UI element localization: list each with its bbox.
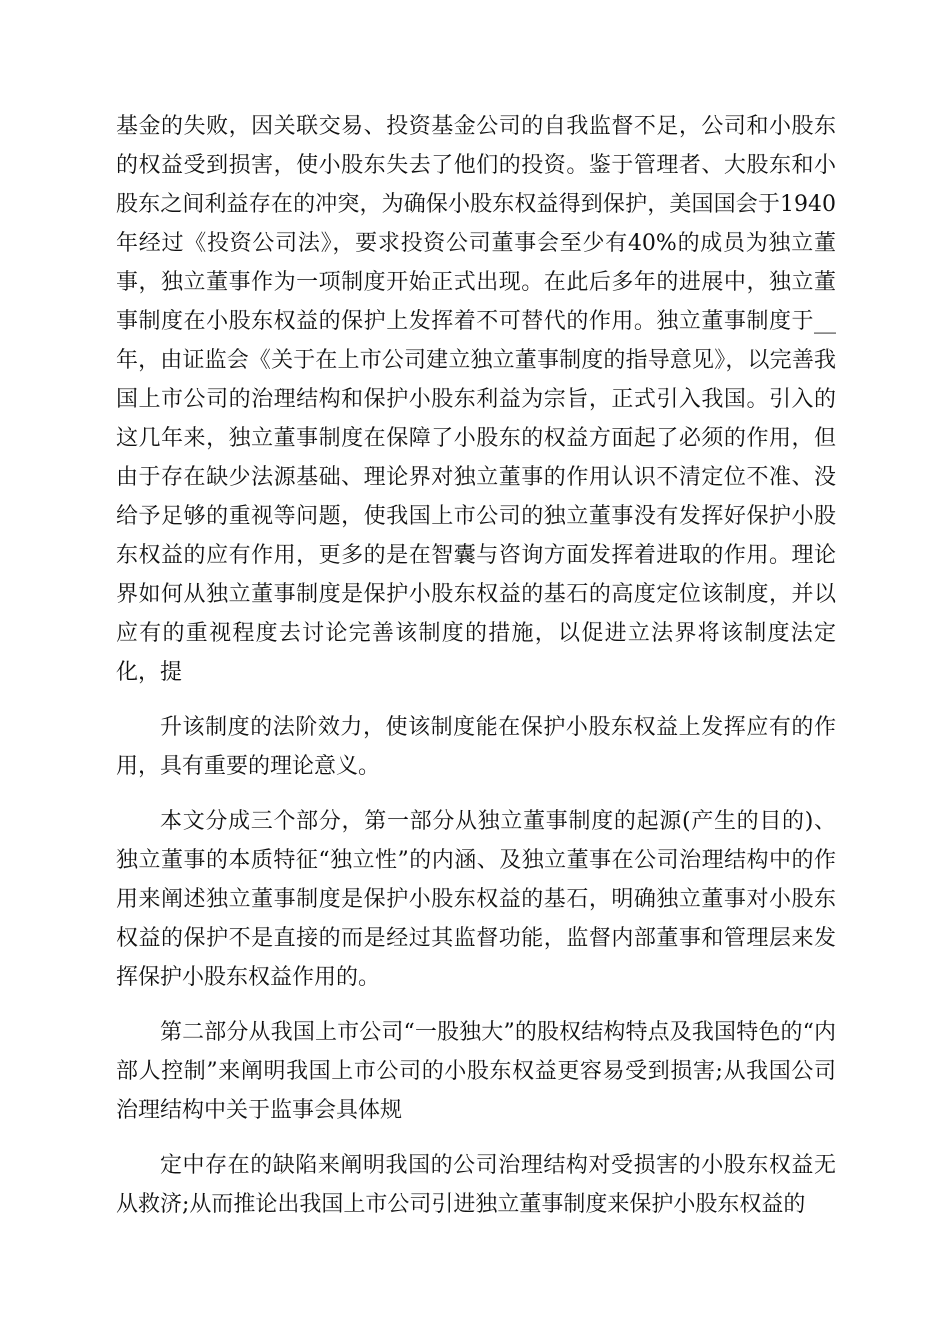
paragraph-5: 定中存在的缺陷来阐明我国的公司治理结构对受损害的小股东权益无从救济;从而推论出我国上市公司引进独立董事制度来保护小股东权益的	[116, 1153, 836, 1217]
paragraph-4: 第二部分从我国上市公司“一股独大”的股权结构特点及我国特色的“内部人控制”来阐明我国上市公司的小股东权益更容易受到损害;从我国公司治理结构中关于监事会具体规	[116, 1020, 836, 1123]
document-page	[116, 107, 836, 1224]
paragraph-3: 本文分成三个部分，第一部分从独立董事制度的起源(产生的目的)、独立董事的本质特征“独立性”的内涵、及独立董事在公司治理结构中的作用来阐述独立董事制度是保护小股东权益的基石，明确独立董事对小股东权益的保护不是直接的而是经过其监督功能，监督内部董事和管理层来发挥保护小股东权益作用的。	[116, 809, 836, 990]
paragraph-1: 基金的失败，因关联交易、投资基金公司的自我监督不足，公司和小股东的权益受到损害，使小股东失去了他们的投资。鉴于管理者、大股东和小股东之间利益存在的冲突，为确保小股东权益得到保护，美国国会于1940年经过《投资公司法》，要求投资公司董事会至少有40%的成员为独立董事，独立董事作为一项制度开始正式出现。在此后多年的进展中，独立董事制度在小股东权益的保护上发挥着不可替代的作用。独立董事制度于__年，由证监会《关于在上市公司建立独立董事制度的指导意见》，以完善我国上市公司的治理结构和保护小股东利益为宗旨，正式引入我国。引入的这几年来，独立董事制度在保障了小股东的权益方面起了必须的作用，但由于存在缺少法源基础、理论界对独立董事的作用认识不清定位不准、没给予足够的重视等问题，使我国上市公司的独立董事没有发挥好保护小股东权益的应有作用，更多的是在智囊与咨询方面发挥着进取的作用。理论界如何从独立董事制度是保护小股东权益的基石的高度定位该制度，并以应有的重视程度去讨论完善该制度的措施，以促进立法界将该制度法定化，提	[116, 114, 836, 685]
paragraph-2: 升该制度的法阶效力，使该制度能在保护小股东权益上发挥应有的作用，具有重要的理论意义。	[116, 715, 836, 779]
